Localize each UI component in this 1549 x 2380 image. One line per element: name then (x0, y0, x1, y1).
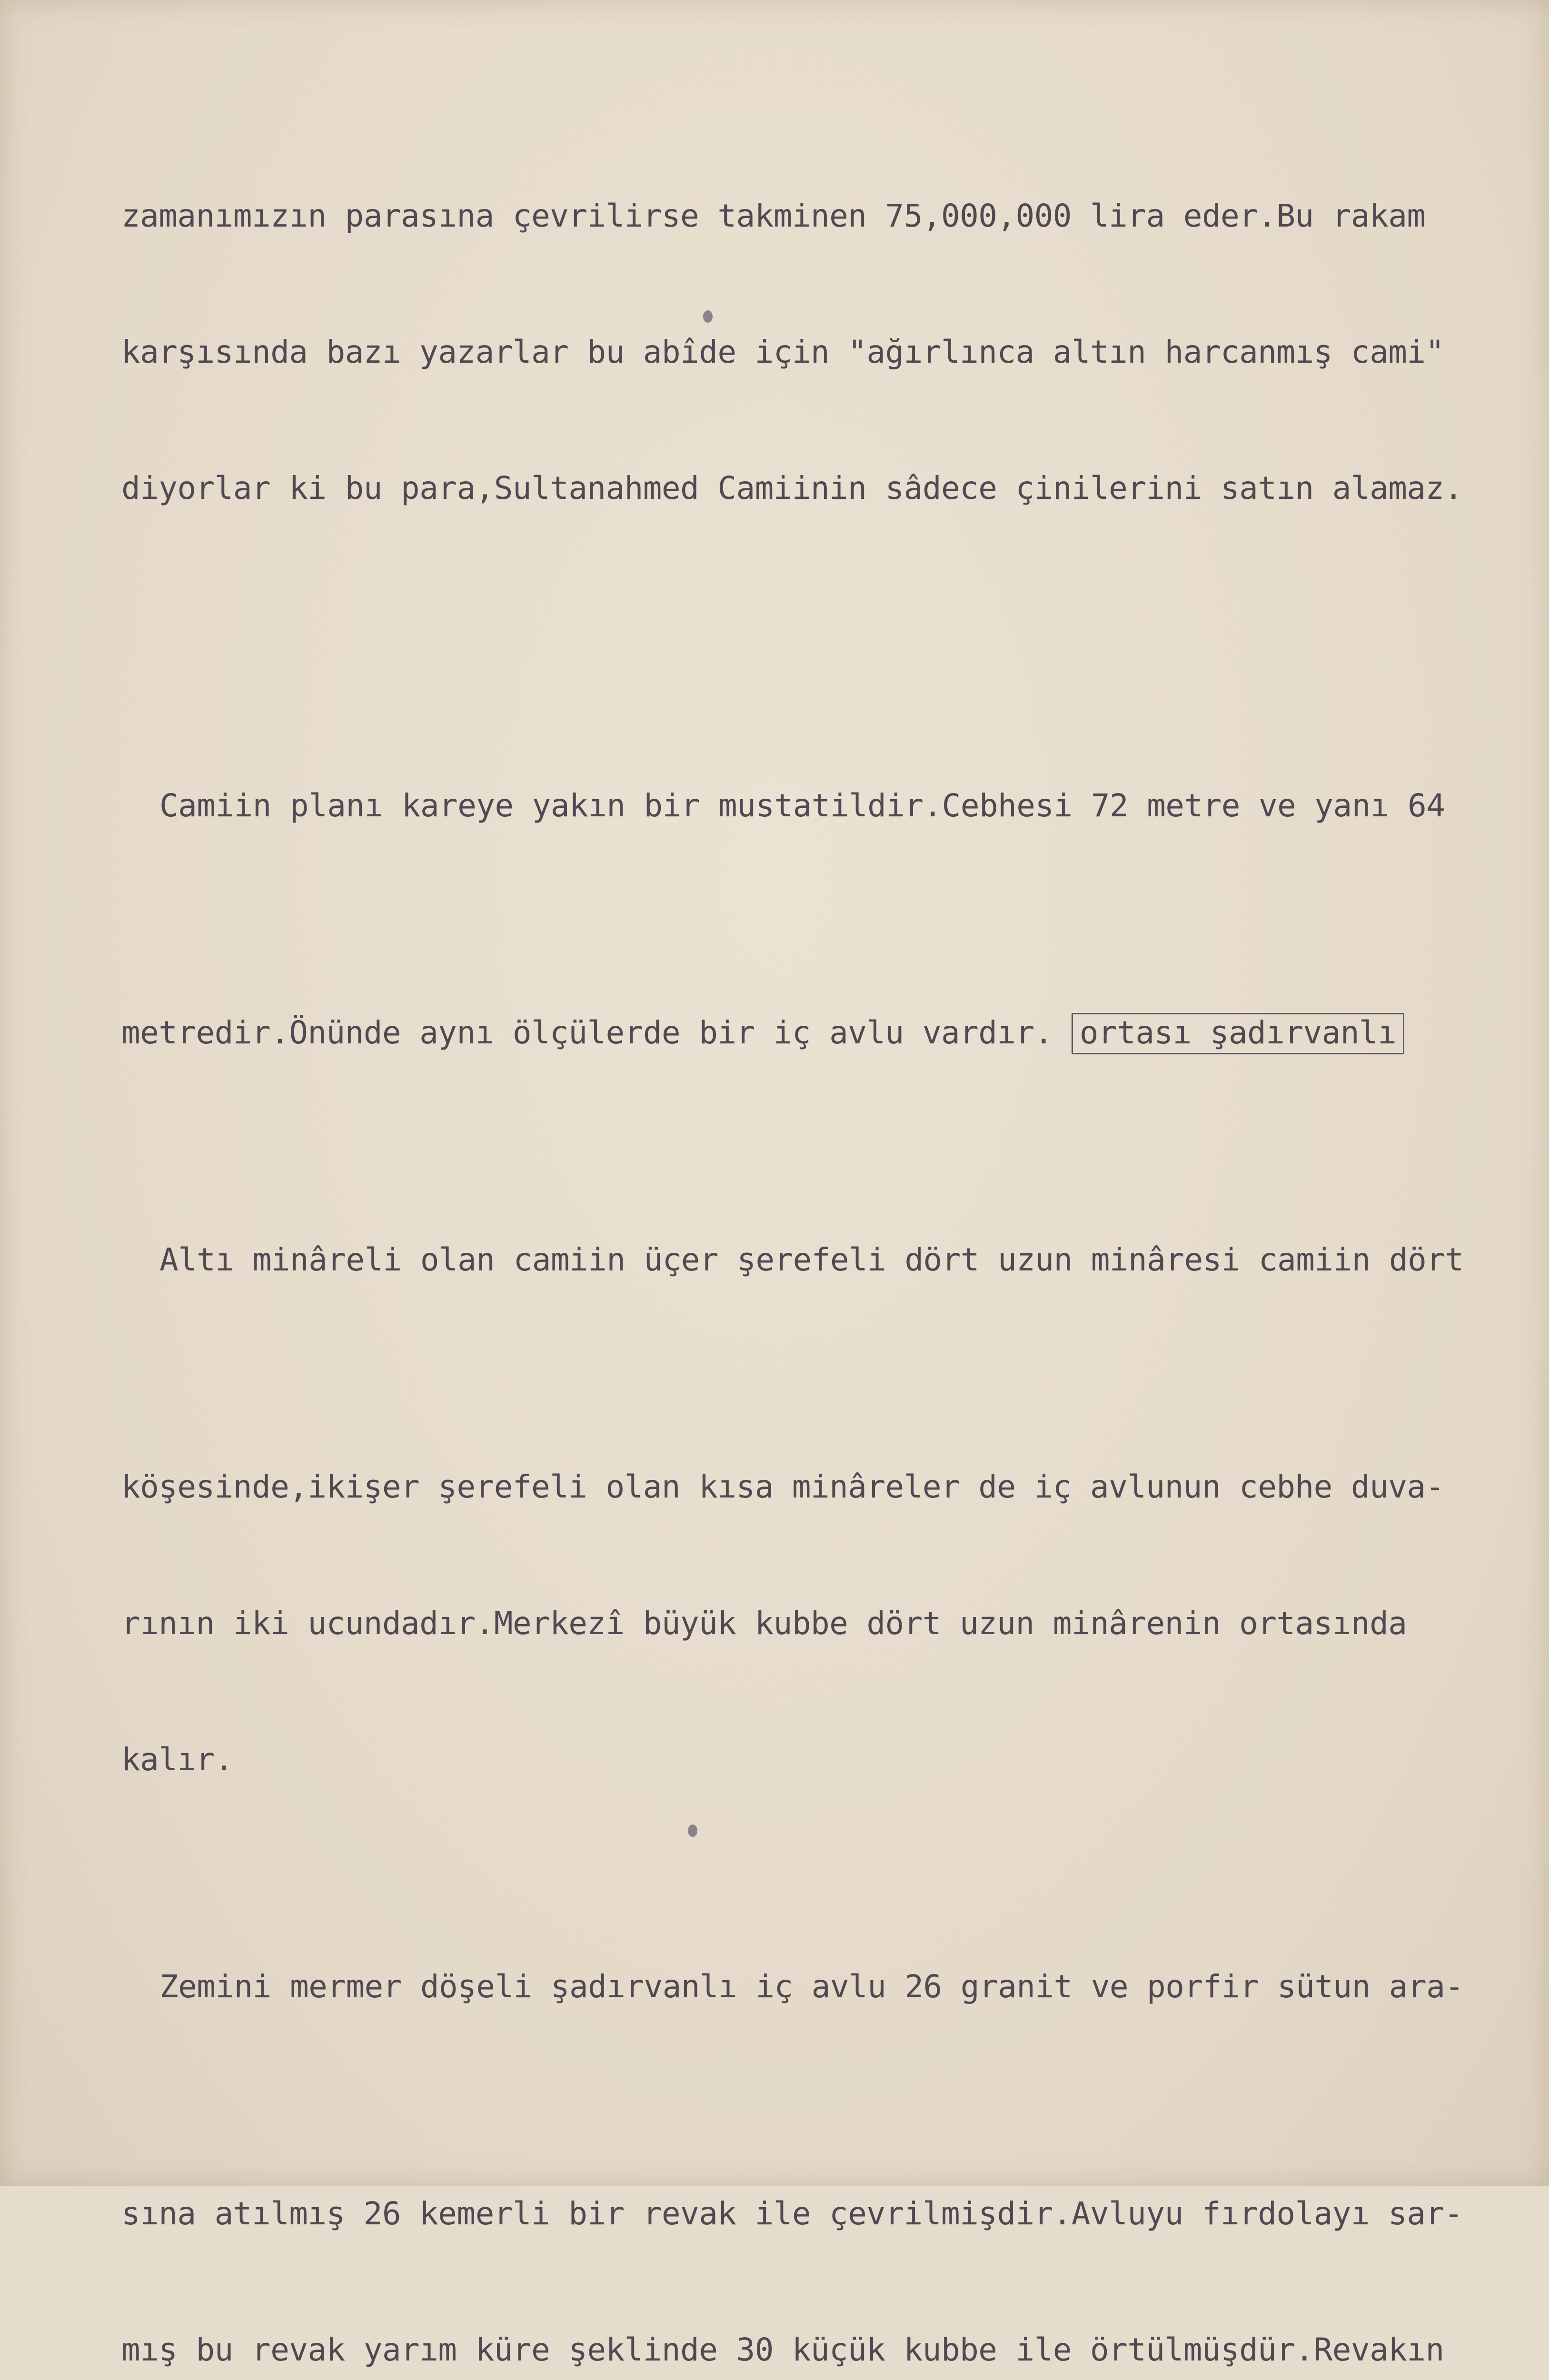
paragraph (121, 1873, 1511, 2100)
text-line-with-insertion (121, 1010, 1511, 1055)
text-line: zamanımızın parasına çevrilirse takminen 75,000,000 lira eder.Bu rakam (121, 197, 1426, 234)
text-line: Zemini mermer döşeli şadırvanlı iç avlu 26 granit ve porfir sütun ara- (159, 1968, 1464, 2005)
text-line: metredir.Önünde aynı ölçülerde bir iç avlu vardır. (121, 1014, 1053, 1051)
paragraph (121, 692, 1511, 919)
paragraph (121, 1374, 1511, 1873)
paragraph (121, 920, 1511, 1147)
text-line: köşesinde,ikişer şerefeli olan kısa minâreler de iç avlunun cebhe duva- (121, 1468, 1444, 1506)
paragraph (121, 2100, 1511, 2380)
text-line: karşısında bazı yazarlar bu abîde için "ağırlınca altın harcanmış cami" (121, 334, 1444, 371)
text-line: sına atılmış 26 kemerli bir revak ile çevrilmişdir.Avluyu fırdolayı sar- (121, 2195, 1463, 2232)
text-line: rının iki ucundadır.Merkezî büyük kubbe dört uzun minârenin ortasında (121, 1605, 1407, 1642)
paragraph (121, 1147, 1511, 1374)
typed-text-body (121, 102, 1511, 2380)
text-line: Camiin planı kareye yakın bir mustatildir.Cebhesi 72 metre ve yanı 64 (159, 787, 1445, 824)
text-line: kalır. (121, 1741, 233, 1778)
text-line: diyorlar ki bu para,Sultanahmed Camiinin sâdece çinilerini satın alamaz. (121, 470, 1463, 507)
text-line: Altı minâreli olan camiin üçer şerefeli dört uzun minâresi camiin dört (159, 1241, 1464, 1279)
paragraph (121, 102, 1511, 602)
text-line: mış bu revak yarım küre şeklinde 30 küçük kubbe ile örtülmüşdür.Revakın (121, 2331, 1444, 2369)
boxed-insertion: ortası şadırvanlı (1072, 1013, 1404, 1054)
